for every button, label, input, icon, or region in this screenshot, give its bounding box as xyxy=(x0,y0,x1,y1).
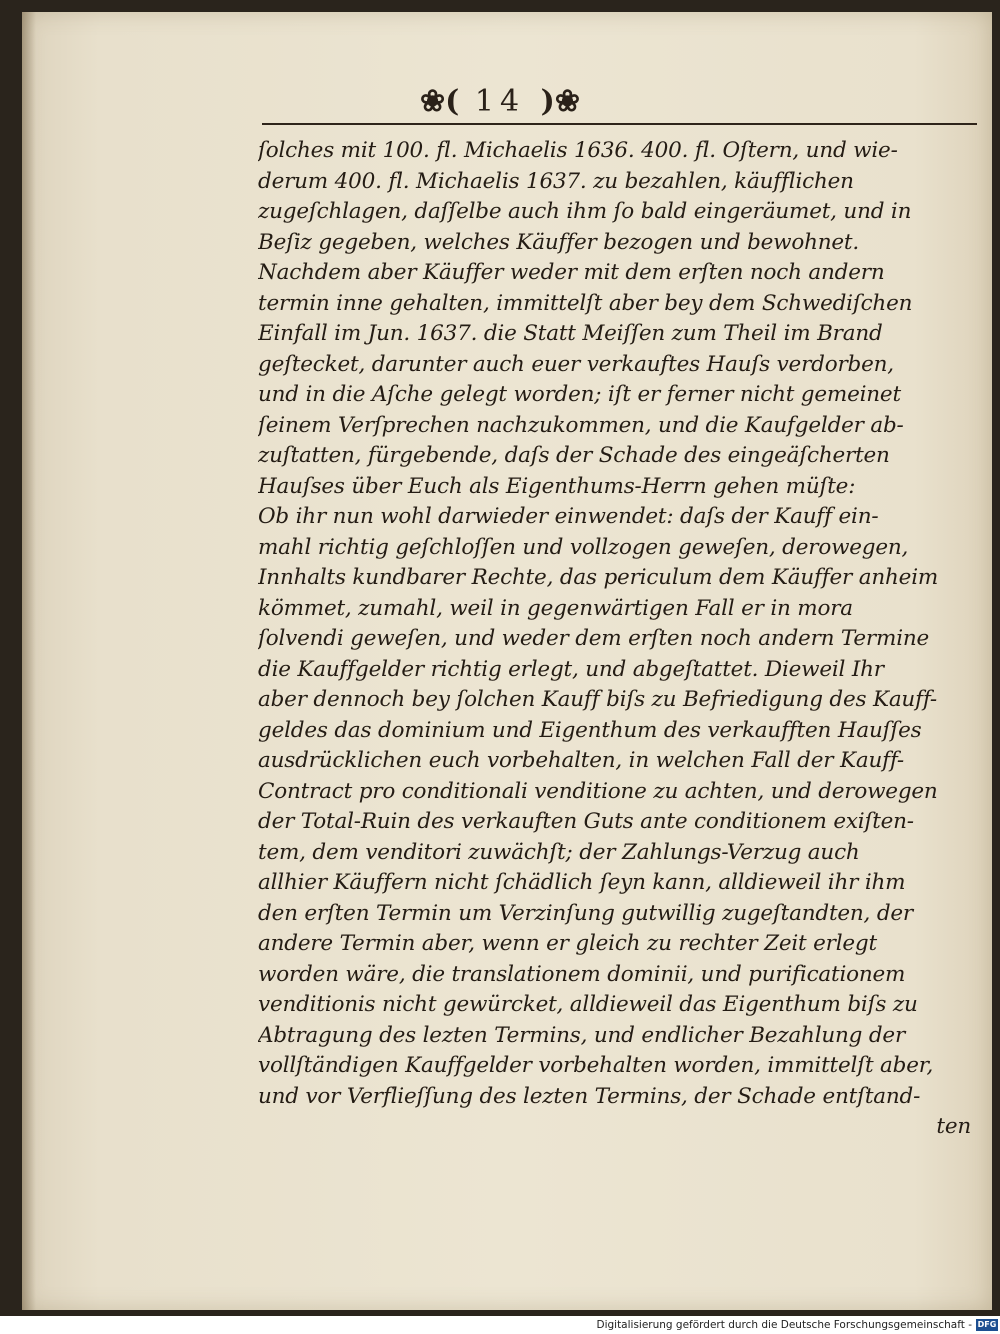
text-line: ausdrücklichen euch vorbehalten, in welchen Fall der Kauff- xyxy=(258,748,904,773)
text-line: derum 400. fl. Michaelis 1637. zu bezahlen, käufflichen xyxy=(258,168,854,194)
header-rule xyxy=(262,123,977,125)
text-line: zugeſchlagen, daſſelbe auch ihm ſo bald eingeräumet, und in xyxy=(258,199,912,224)
text-line: die Kauffgelder richtig erlegt, und abgeſtattet. Dieweil Ihr xyxy=(258,656,884,682)
text-line: ſolvendi geweſen, und weder dem erſten noch andern Termine xyxy=(258,626,930,651)
gutter-shadow xyxy=(22,12,36,1310)
text-line: allhier Käuffern nicht ſchädlich ſeyn kann, alldieweil ihr ihm xyxy=(258,870,906,895)
text-line: worden wäre, die translationem dominii, und purificationem xyxy=(258,961,906,987)
text-line: Hauſses über Euch als Eigenthums-Herrn gehen müſte: xyxy=(258,473,856,499)
page-header xyxy=(0,84,1000,119)
catchword: ten xyxy=(936,1114,971,1139)
text-line: ſolches mit 100. fl. Michaelis 1636. 400. fl. Oſtern, und wie- xyxy=(258,138,898,163)
text-line: kömmet, zumahl, weil in gegenwärtigen Fall er in mora xyxy=(258,595,853,621)
text-line: andere Termin aber, wenn er gleich zu rechter Zeit erlegt xyxy=(258,931,877,956)
text-line: Nachdem aber Käuffer weder mit dem erſten noch andern xyxy=(258,260,885,285)
text-line: termin inne gehalten, immittelſt aber bey dem Schwediſchen xyxy=(258,290,913,316)
text-line: ſeinem Verſprechen nachzukommen, und die Kaufgelder ab- xyxy=(258,412,904,438)
text-line: den erſten Termin um Verzinſung gutwillig zugeſtandten, der xyxy=(258,900,913,926)
digitization-footer xyxy=(0,1316,1000,1334)
body-text xyxy=(258,136,983,1143)
text-line: und in die Aſche gelegt worden; iſt er ferner nicht gemeinet xyxy=(258,382,901,407)
text-line: Einfall im Jun. 1637. die Statt Meiſſen zum Theil im Brand xyxy=(258,321,883,346)
header-ornament-right: )❀ xyxy=(540,84,580,119)
text-line: Beſiz gegeben, welches Käuffer bezogen und bewohnet. xyxy=(258,229,859,255)
dfg-logo: DFG xyxy=(977,1320,997,1329)
text-line: venditionis nicht gewürcket, alldieweil das Eigenthum biſs zu xyxy=(258,992,918,1017)
text-line: aber dennoch bey ſolchen Kauff biſs zu Befriedigung des Kauff- xyxy=(258,687,937,712)
text-line: geſtecket, darunter auch euer verkauftes Hauſs verdorben, xyxy=(258,351,894,377)
text-line: mahl richtig geſchloſſen und vollzogen geweſen, derowegen, xyxy=(258,534,909,560)
text-line: Ob ihr nun wohl darwieder einwendet: daſs der Kauff ein- xyxy=(258,504,879,529)
text-line: vollſtändigen Kauffgelder vorbehalten worden, immittelſt aber, xyxy=(258,1053,934,1078)
text-line: geldes das dominium und Eigenthum des verkaufften Hauſſes xyxy=(258,717,922,743)
page-number: 14 xyxy=(474,84,526,119)
text-line: zuſtatten, fürgebende, daſs der Schade des eingeäſcherten xyxy=(258,443,890,468)
text-line: Contract pro conditionali venditione zu achten, und derowegen xyxy=(258,778,938,804)
text-line: Abtragung des lezten Termins, und endlicher Bezahlung der xyxy=(258,1022,906,1048)
header-ornament-left: ❀( xyxy=(420,84,460,119)
text-line: tem, dem venditori zuwächſt; der Zahlungs-Verzug auch xyxy=(258,839,860,865)
text-line: der Total-Ruin des verkauften Guts ante conditionem exiſten- xyxy=(258,809,914,834)
text-line: Innhalts kundbarer Rechte, das periculum dem Käuffer anheim xyxy=(258,565,939,590)
text-line: und vor Verflieſſung des lezten Termins, der Schade entſtand- xyxy=(258,1083,921,1109)
funding-credit: Digitalisierung gefördert durch die Deutsche Forschungsgemeinschaft - xyxy=(596,1319,972,1331)
